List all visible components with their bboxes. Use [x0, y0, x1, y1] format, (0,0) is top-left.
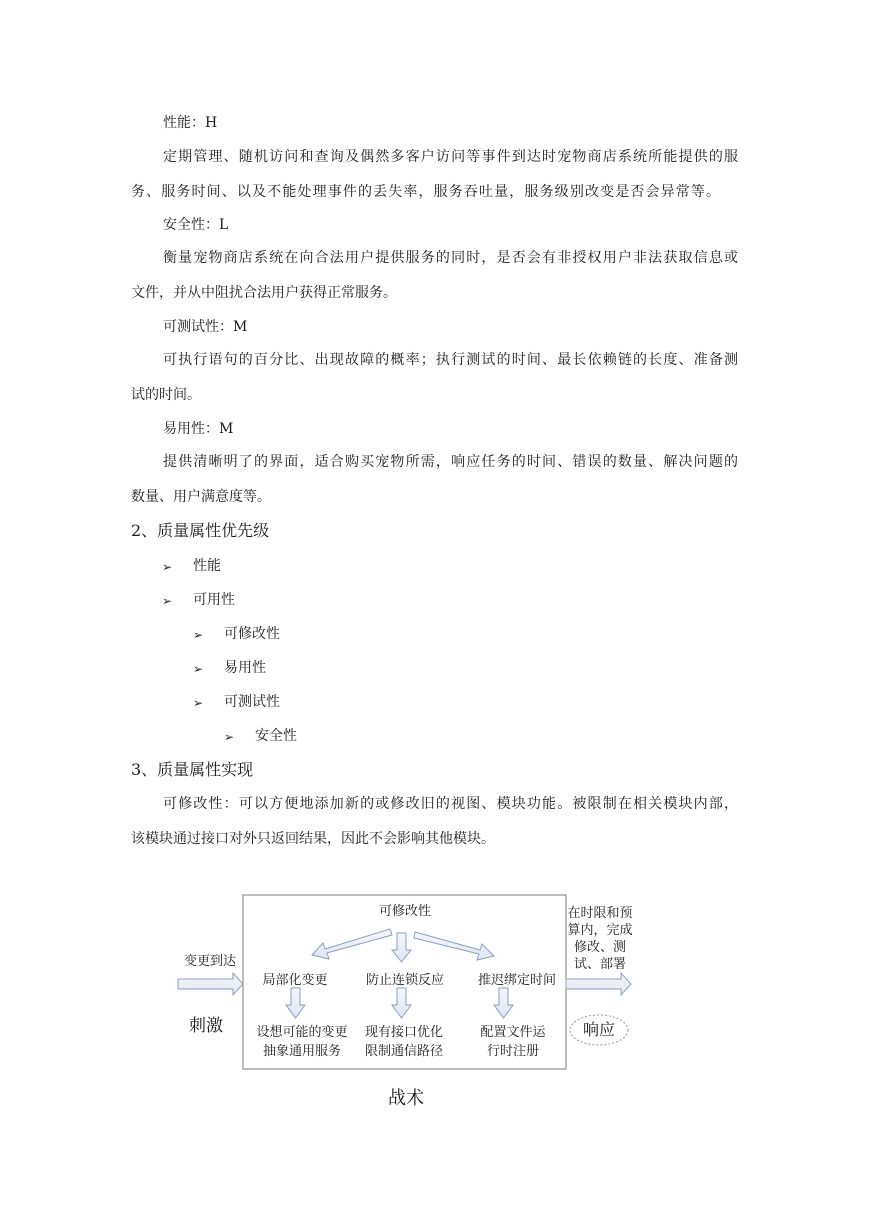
- performance-body-line-1: 定期管理、随机访问和查询及偶然多客户访问等事件到达时宠物商店系统所能提供的服: [163, 149, 738, 165]
- output-line-1: 在时限和预: [567, 906, 633, 921]
- usability-body-line-2: 数量、用户满意度等。: [131, 489, 271, 505]
- arrow-bullet-icon: ➢: [162, 594, 173, 608]
- response-arrow-icon: [566, 973, 631, 995]
- priority-item-label: 可修改性: [224, 626, 280, 642]
- usability-title: 易用性：M: [163, 421, 234, 437]
- diagram-top-label: 可修改性: [378, 904, 432, 919]
- output-line-4: 试、部署: [573, 957, 627, 972]
- priority-item-label: 可用性: [193, 592, 235, 608]
- stimulus-arrow-icon: [178, 973, 243, 995]
- output-line-3: 修改、测: [573, 940, 627, 955]
- tactic-2-detail-line-2: 限制通信路径: [364, 1044, 444, 1059]
- priority-item-label: 可测试性: [224, 694, 280, 710]
- tactic-3-detail-line-2: 行时注册: [486, 1044, 540, 1059]
- realization-heading: 3、质量属性实现: [131, 760, 254, 779]
- arrow-bullet-icon: ➢: [193, 628, 204, 642]
- input-label: 变更到达: [183, 954, 237, 969]
- testability-body-line-1: 可执行语句的百分比、出现故障的概率；执行测试的时间、最长依赖链的长度、准备测: [163, 352, 738, 368]
- priority-item-label: 性能: [193, 558, 221, 574]
- security-title: 安全性：L: [163, 217, 229, 233]
- stimulus-label: 刺激: [189, 1016, 223, 1036]
- diagram-caption: 战术: [388, 1088, 424, 1109]
- tactic-2-label: 防止连锁反应: [365, 973, 445, 988]
- security-body-line-2: 文件，并从中阻扰合法用户获得正常服务。: [131, 285, 397, 301]
- tactic-2-detail-line-1: 现有接口优化: [364, 1025, 444, 1040]
- priority-heading: 2、质量属性优先级: [131, 521, 270, 540]
- arrow-bullet-icon: ➢: [193, 662, 204, 676]
- performance-title: 性能：H: [163, 115, 218, 131]
- arrow-bullet-icon: ➢: [193, 696, 204, 710]
- tactic-1-label: 局部化变更: [262, 973, 328, 988]
- output-line-2: 算内，完成: [567, 923, 633, 938]
- response-label: 响应: [582, 1020, 616, 1039]
- priority-item-label: 安全性: [255, 728, 297, 744]
- arrow-bullet-icon: ➢: [162, 560, 173, 574]
- tactic-1-detail-line-1: 设想可能的变更: [256, 1025, 348, 1040]
- usability-body-line-1: 提供清晰明了的界面，适合购买宠物所需，响应任务的时间、错误的数量、解决问题的: [163, 454, 738, 470]
- tactic-3-label: 推迟绑定时间: [477, 973, 557, 988]
- security-body-line-1: 衡量宠物商店系统在向合法用户提供服务的同时，是否会有非授权用户非法获取信息或: [163, 250, 738, 266]
- realization-body-line-1: 可修改性：可以方便地添加新的或修改旧的视图、模块功能。被限制在相关模块内部，: [163, 796, 738, 812]
- tactic-1-detail-line-2: 抽象通用服务: [262, 1044, 342, 1059]
- arrow-bullet-icon: ➢: [224, 730, 235, 744]
- realization-body-line-2: 该模块通过接口对外只返回结果，因此不会影响其他模块。: [131, 831, 495, 847]
- testability-title: 可测试性：M: [163, 319, 248, 335]
- performance-body-line-2: 务、服务时间、以及不能处理事件的丢失率，服务吞吐量，服务级别改变是否会异常等。: [131, 184, 720, 200]
- testability-body-line-2: 试的时间。: [131, 387, 201, 403]
- priority-item-label: 易用性: [224, 660, 266, 676]
- tactic-3-detail-line-1: 配置文件运: [480, 1025, 546, 1040]
